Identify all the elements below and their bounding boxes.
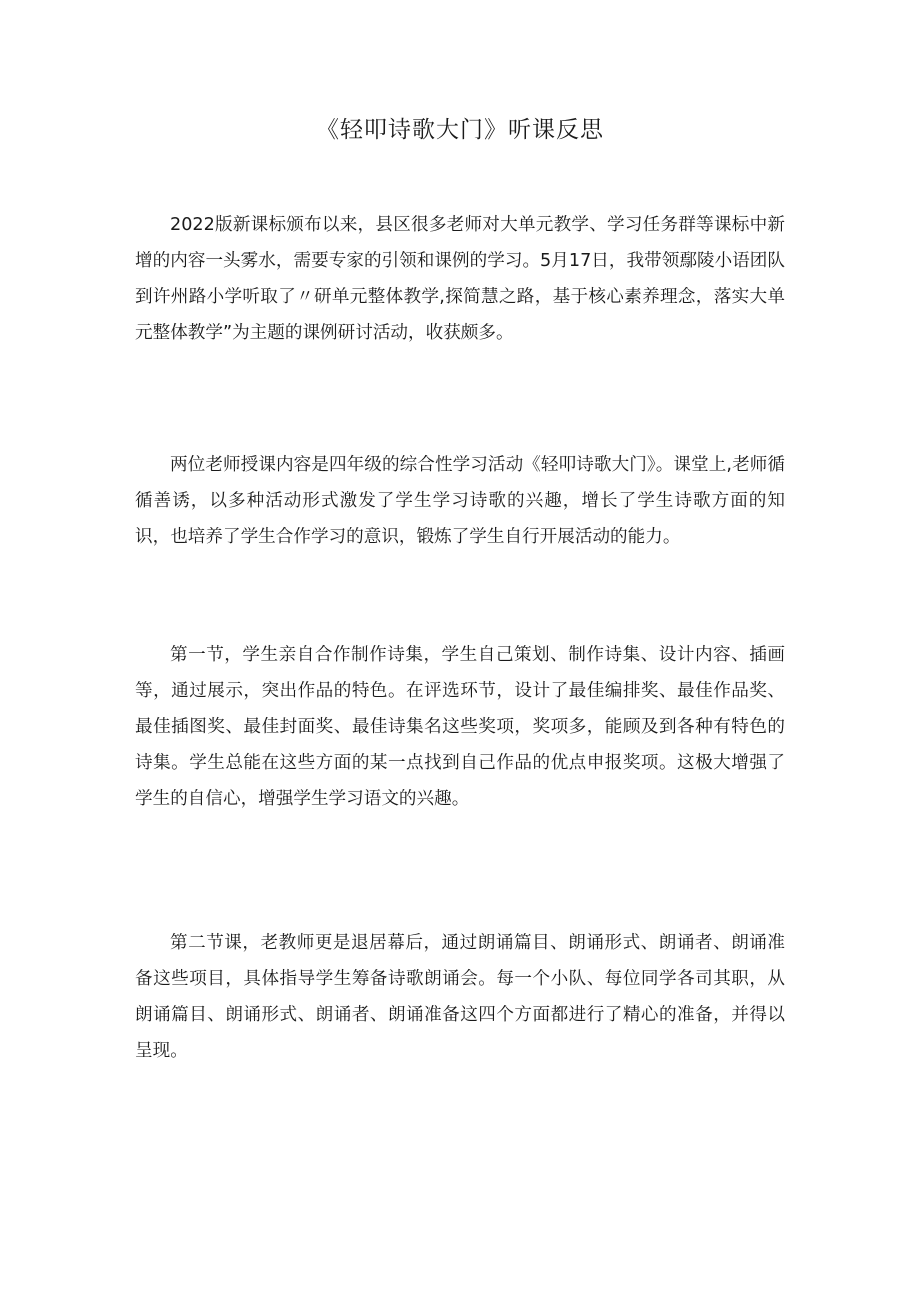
paragraph-lesson-overview: 两位老师授课内容是四年级的综合性学习活动《轻叩诗歌大门》。课堂上,老师循循善诱，以多种活动形式激发了学生学习诗歌的兴趣，增长了学生诗歌方面的知识，也培养了学生合作学习的意识，锻炼了学生自行开展活动的能力。 [135,455,785,547]
paragraph-second-lesson: 第二节课，老教师更是退居幕后，通过朗诵篇目、朗诵形式、朗诵者、朗诵准备这些项目，具体指导学生筹备诗歌朗诵会。每一个小队、每位同学各司其职，从朗诵篇目、朗诵形式、朗诵者、朗诵准备这四个方面都进行了精心的准备，并得以呈现。 [135,933,785,1061]
document-title: 《轻叩诗歌大门》听课反思 [316,117,604,143]
paragraph-intro: 2022版新课标颁布以来，县区很多老师对大单元教学、学习任务群等课标中新增的内容一头雾水，需要专家的引领和课例的学习。5月17日，我带领鄢陵小语团队到许州路小学听取了〃研单元整体教学,探简慧之路，基于核心素养理念，落实大单元整体教学”为主题的课例研讨活动，收获颇多。 [135,215,785,343]
paragraph-first-lesson: 第一节，学生亲自合作制作诗集，学生自己策划、制作诗集、设计内容、插画等，通过展示，突出作品的特色。在评选环节，设计了最佳编排奖、最佳作品奖、最佳插图奖、最佳封面奖、最佳诗集名这些奖项，奖项多，能顾及到各种有特色的诗集。学生总能在这些方面的某一点找到自己作品的优点申报奖项。这极大增强了学生的自信心，增强学生学习语文的兴趣。 [135,645,785,809]
